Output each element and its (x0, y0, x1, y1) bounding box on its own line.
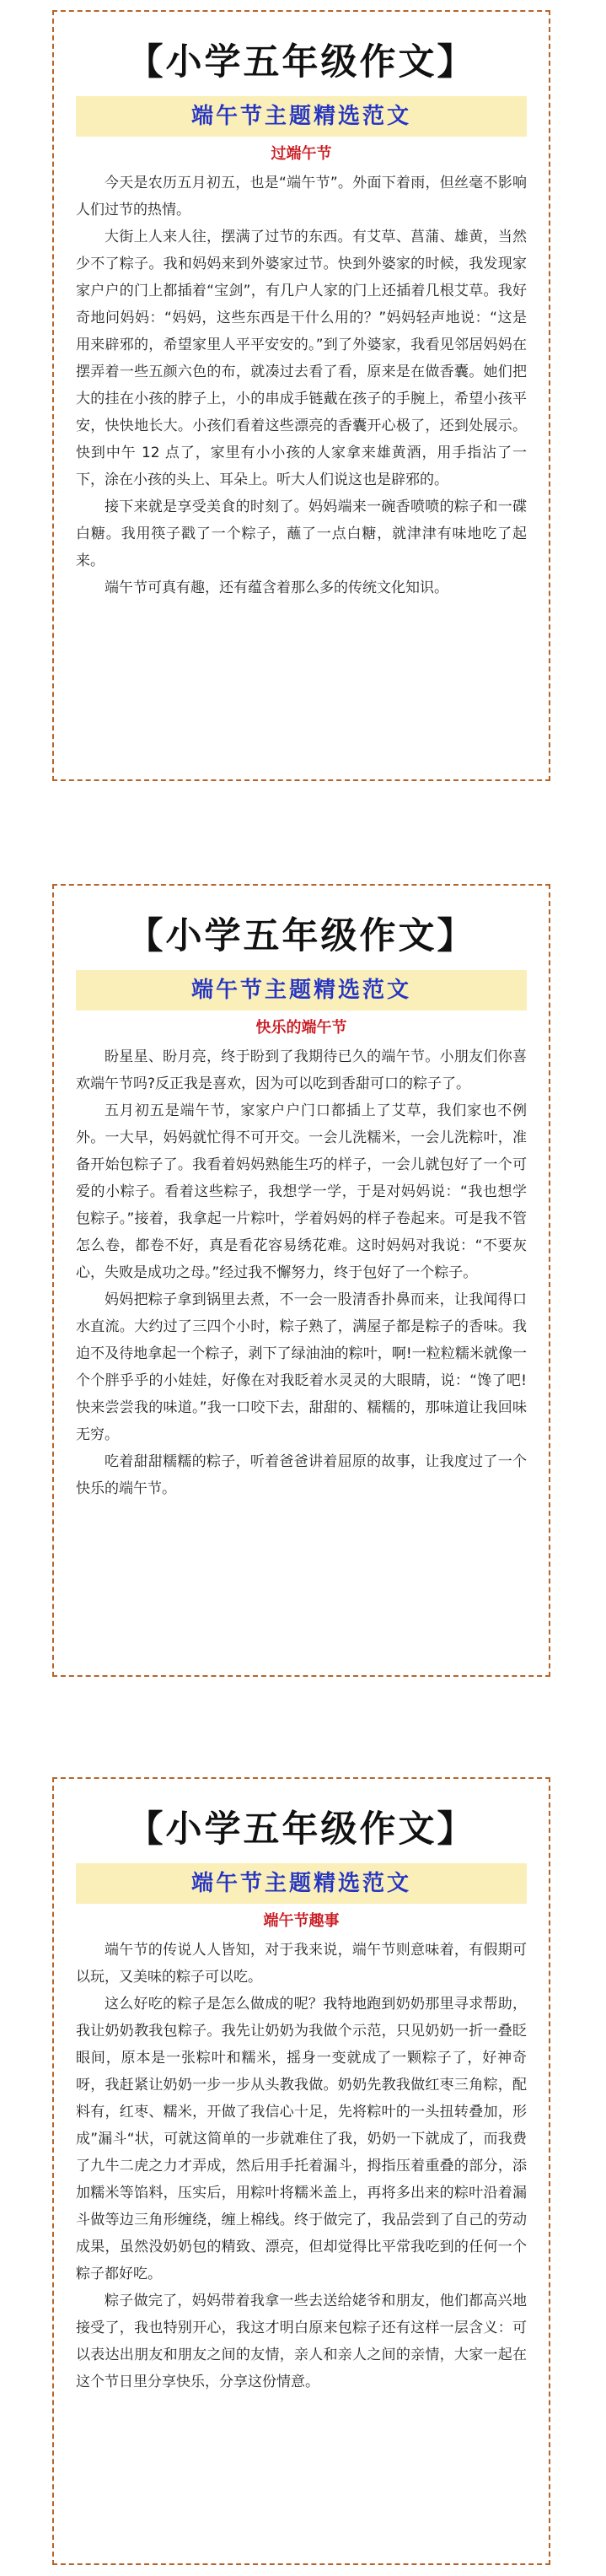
essay-paragraph: 这么好吃的粽子是怎么做成的呢？我特地跑到奶奶那里寻求帮助，我让奶奶教我包粽子。我先让奶奶为我做个示范，只见奶奶一折一叠眨眼间，原本是一张粽叶和糯米，摇身一变就成了一颗粽子了，好神奇呀，我赶紧让奶奶一步一步从头教我做。奶奶先教我做红枣三角粽，配料有，红枣、糯米，开做了我信心十足，先将粽叶的一头扭转叠加，形成”漏斗“状，可就这简单的一步就难住了我，奶奶一下就成了，而我费了九牛二虎之力才弄成，然后用手托着漏斗，拇指压着重叠的部分，添加糯米等馅料，压实后，用粽叶将糯米盖上，再将多出来的粽叶沿着漏斗做等边三角形缠绕，缠上棉线。终于做完了，我品尝到了自己的劳动成果，虽然没奶奶包的精致、漂亮，但却觉得比平常我吃到的任何一个粽子都好吃。 (76, 1996, 527, 2282)
theme-banner: 端午节主题精选范文 (76, 970, 527, 1010)
essay-body (76, 170, 527, 601)
essay-paragraph: 五月初五是端午节，家家户户门口都插上了艾草，我们家也不例外。一大早，妈妈就忙得不可开交。一会儿洗糯米，一会儿洗粽叶，准备开始包粽子了。我看着妈妈熟能生巧的样子，一会儿就包好了一个可爱的小粽子。看着这些粽子，我想学一学，于是对妈妈说：“我也想学包粽子。”接着，我拿起一片粽叶，学着妈妈的样子卷起来。可是我不管怎么卷，都卷不好，真是看花容易绣花难。这时妈妈对我说：“不要灰心，失败是成功之母。”经过我不懈努力，终于包好了一个粽子。 (76, 1102, 527, 1281)
essay-paragraph: 端午节可真有趣，还有蕴含着那么多的传统文化知识。 (105, 579, 448, 596)
essay-paragraph: 妈妈把粽子拿到锅里去煮，不一会一股清香扑鼻而来，让我闻得口水直流。大约过了三四个小时，粽子熟了，满屋子都是粽子的香味。我迫不及待地拿起一个粽子，剥下了绿油油的粽叶，啊!一粒粒糯米就像一个个胖乎乎的小娃娃，好像在对我眨着水灵灵的大眼睛，说：“馋了吧!快来尝尝我的味道。”我一口咬下去，甜甜的、糯糯的，那味道让我回味无穷。 (76, 1291, 527, 1443)
main-title: 【小学五年级作文】 (126, 41, 476, 84)
essay-card-3 (52, 1777, 550, 2565)
main-title: 【小学五年级作文】 (126, 915, 476, 957)
essay-title: 快乐的端午节 (255, 1019, 347, 1037)
essay-paragraph: 今天是农历五月初五，也是“端午节”。外面下着雨，但丝毫不影响人们过节的热情。 (76, 175, 527, 218)
essay-title: 端午节趣事 (263, 1912, 340, 1930)
essay-body (76, 1937, 527, 2395)
main-title: 【小学五年级作文】 (126, 1808, 476, 1851)
essay-paragraph: 端午节的传说人人皆知，对于我来说，端午节则意味着，有假期可以玩，又美味的粽子可以吃。 (76, 1942, 527, 1986)
theme-banner: 端午节主题精选范文 (76, 1863, 527, 1904)
essay-paragraph: 盼星星、盼月亮，终于盼到了我期待已久的端午节。小朋友们你喜欢端午节吗?反正我是喜欢，因为可以吃到香甜可口的粽子了。 (76, 1048, 527, 1092)
theme-banner: 端午节主题精选范文 (76, 96, 527, 137)
essay-paragraph: 接下来就是享受美食的时刻了。妈妈端来一碗香喷喷的粽子和一碟白糖。我用筷子戳了一个粽子，蘸了一点白糖，就津津有味地吃了起来。 (76, 498, 527, 569)
essay-card-1 (52, 10, 550, 781)
essay-paragraph: 吃着甜甜糯糯的粽子，听着爸爸讲着屈原的故事，让我度过了一个快乐的端午节。 (76, 1453, 527, 1497)
essay-card-2 (52, 884, 550, 1677)
essay-paragraph: 粽子做完了，妈妈带着我拿一些去送给姥爷和朋友，他们都高兴地接受了，我也特别开心，我这才明白原来包粽子还有这样一层含义：可以表达出朋友和朋友之间的友情，亲人和亲人之间的亲情，大家一起在这个节日里分享快乐，分享这份情意。 (76, 2293, 527, 2390)
essay-paragraph: 大街上人来人往，摆满了过节的东西。有艾草、菖蒲、雄黄，当然少不了粽子。我和妈妈来到外婆家过节。快到外婆家的时候，我发现家家户户的门上都插着“宝剑”，有几户人家的门上还插着几根艾草。我好奇地问妈妈：“妈妈，这些东西是干什么用的？”妈妈轻声地说：“这是用来辟邪的，希望家里人平平安安的。”到了外婆家，我看见邻居妈妈在摆弄着一些五颜六色的布，就凑过去看了看，原来是在做香囊。她们把大的挂在小孩的脖子上，小的串成手链戴在孩子的手腕上，希望小孩平安，快快地长大。小孩们看着这些漂亮的香囊开心极了，还到处展示。快到中午 12 点了，家里有小小孩的人家拿来雄黄酒，用手指沾了一下，涂在小孩的头上、耳朵上。听大人们说这也是辟邪的。 (76, 229, 527, 488)
essay-title: 过端午节 (271, 145, 332, 163)
essay-body (76, 1043, 527, 1502)
